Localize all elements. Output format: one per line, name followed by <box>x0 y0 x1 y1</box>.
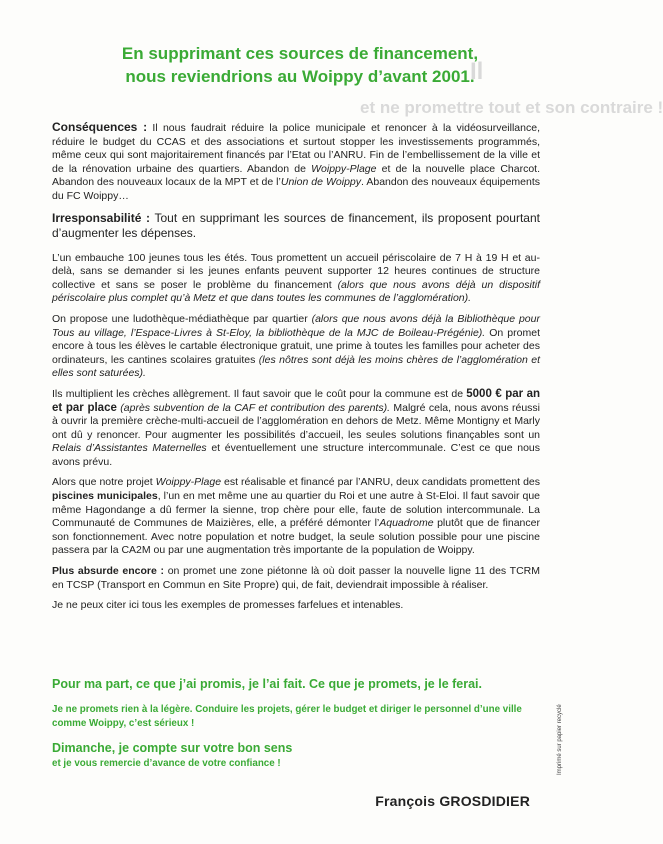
text-span: Ils multiplient les crèches allègrement. Il faut savoir que le coût pour la commune est de <box>52 387 467 400</box>
price-highlight: 5000 € par an et par place <box>52 387 540 414</box>
text-span: est réalisable et financé par l’ANRU, deux candidats promettent des <box>221 476 541 489</box>
bleed-through-text-2: et ne promettre tout et son contraire ! <box>360 98 663 117</box>
italic-span: (après subvention de la CAF et contribution des parents). <box>120 401 390 414</box>
text-span: . Abandon des nouveaux équipements du FC Woippy… <box>52 176 540 202</box>
text-span: Malgré cela, nous avons réussi à ouvrir la première crèche-multi-accueil de l’agglomération en dehors de Metz. Même Montigny et Marly ont dû y renoncer. Pour augmenter les possibilités d’accueil, les seules solutions finançables sont un <box>52 401 541 441</box>
italic-span: Union de Woippy <box>280 176 361 189</box>
paragraph-exemples <box>52 599 540 613</box>
text-span: Je ne peux citer ici tous les exemples de promesses farfelues et intenables. <box>52 599 404 612</box>
text-span: L’un embauche 100 jeunes tous les étés. Tous promettent un accueil périscolaire de 7 H à 19 H et au-delà, sans se demander si les jeunes enfants peuvent supporter 12 heures continues de structure collective et sans se poser le problème du financement <box>52 251 540 291</box>
text-span: on promet une zone piétonne là où doit passer la nouvelle ligne 11 des TCRM en TCSP (Transport en Commun en Site Propre) qui, de fait, deviendrait impossible à réaliser. <box>52 565 540 591</box>
recycled-paper-note: Imprimé sur papier recyclé <box>557 704 563 775</box>
paragraph-ludotheque <box>52 313 540 381</box>
lead-consequences: Conséquences : <box>52 120 148 134</box>
lead-absurde: Plus absurde encore : <box>52 565 165 578</box>
closing-thanks: et je vous remercie d’avance de votre confiance ! <box>52 758 281 769</box>
text-span: On propose une ludothèque-médiathèque par quartier <box>52 312 312 325</box>
headline-line-2: nous reviendrions au Woippy d’avant 2001. <box>125 67 475 86</box>
italic-span: Aquadrome <box>379 517 434 530</box>
bleed-through-text: Il <box>470 58 484 85</box>
paragraph-absurde <box>52 565 540 592</box>
closing-block <box>52 676 542 770</box>
text-span: Alors que notre projet <box>52 476 156 489</box>
text-span: On promet encore à tous les élèves le cartable électronique gratuit, une prime à toutes les familles pour acheter des ordinateurs, les cantines scolaires gratuites <box>52 326 540 366</box>
text-span: , l’un en met même une au quartier du Roi et une autre à St-Eloi. Il faut savoir que même Hagondange a dû fermer la sienne, trop chère pour elle, faute de solution intercommunale. La Communauté de Communes de Maizières, elle, a préféré démonter l’ <box>52 490 540 530</box>
paragraph-consequences <box>52 120 540 204</box>
paragraph-periscolaire <box>52 252 540 306</box>
italic-span: (les nôtres sont déjà les moins chères de l’agglomération et elles sont saturées). <box>52 353 540 380</box>
closing-serious: Je ne promets rien à la légère. Conduire les projets, gérer le budget et diriger le personnel d’une ville comme Woippy, c’est sérieux ! <box>52 704 522 729</box>
closing-promise: Pour ma part, ce que j’ai promis, je l’ai fait. Ce que je promets, je le ferai. <box>52 677 482 691</box>
bold-span: piscines municipales <box>52 490 158 503</box>
paragraph-creches <box>52 388 540 470</box>
lead-irresponsabilite: Irresponsabilité : <box>52 210 151 225</box>
italic-span: (alors que nous avons déjà un dispositif périscolaire plus complet qu’à Metz et que dans toutes les communes de l’agglomération). <box>52 278 541 305</box>
paragraph-irresponsabilite <box>52 211 540 242</box>
text-span: plutôt que de financer son fonctionnement. Avec notre population et notre budget, la seule solution possible pour une piscine passera par la CA2M ou par une augmentation très importante de la population de Woippy. <box>52 517 540 557</box>
text-span: Il nous faudrait réduire la police municipale et renoncer à la vidéosurveillance, réduire le budget du CCAS et des associations et surtout stopper les investissements programmés, même ceux qui sont majoritairement financés par l’Etat ou l’ANRU. Fin de l’embellissement de la ville et de la rénovation urbaine des quartiers. Abandon de <box>52 122 540 175</box>
paragraph-piscines <box>52 476 540 558</box>
text-span: et éventuellement une structure intercommunale. C’est ce que nous avons prévu. <box>52 442 540 468</box>
text-span: et de la nouvelle place Charcot. Abandon des nouveaux locaux de la MPT et de l’ <box>52 162 541 189</box>
signature: François GROSDIDIER <box>375 793 530 809</box>
body-text <box>52 120 540 620</box>
italic-span: Woippy-Plage <box>311 162 377 175</box>
headline <box>40 42 560 88</box>
italic-span: (alors que nous avons déjà la Bibliothèque pour Tous au village, l’Espace-Livres à St-Eloy, la bibliothèque de la MJC de Boileau-Prégénie). <box>52 312 540 339</box>
italic-span: Relais d’Assistantes Maternelles <box>52 442 207 455</box>
closing-dimanche: Dimanche, je compte sur votre bon sens <box>52 741 293 755</box>
text-span: Tout en supprimant les sources de financement, ils proposent pourtant d’augmenter les dépenses. <box>52 210 540 241</box>
italic-span: Woippy-Plage <box>155 476 222 489</box>
headline-line-1: En supprimant ces sources de financement, <box>121 44 479 63</box>
